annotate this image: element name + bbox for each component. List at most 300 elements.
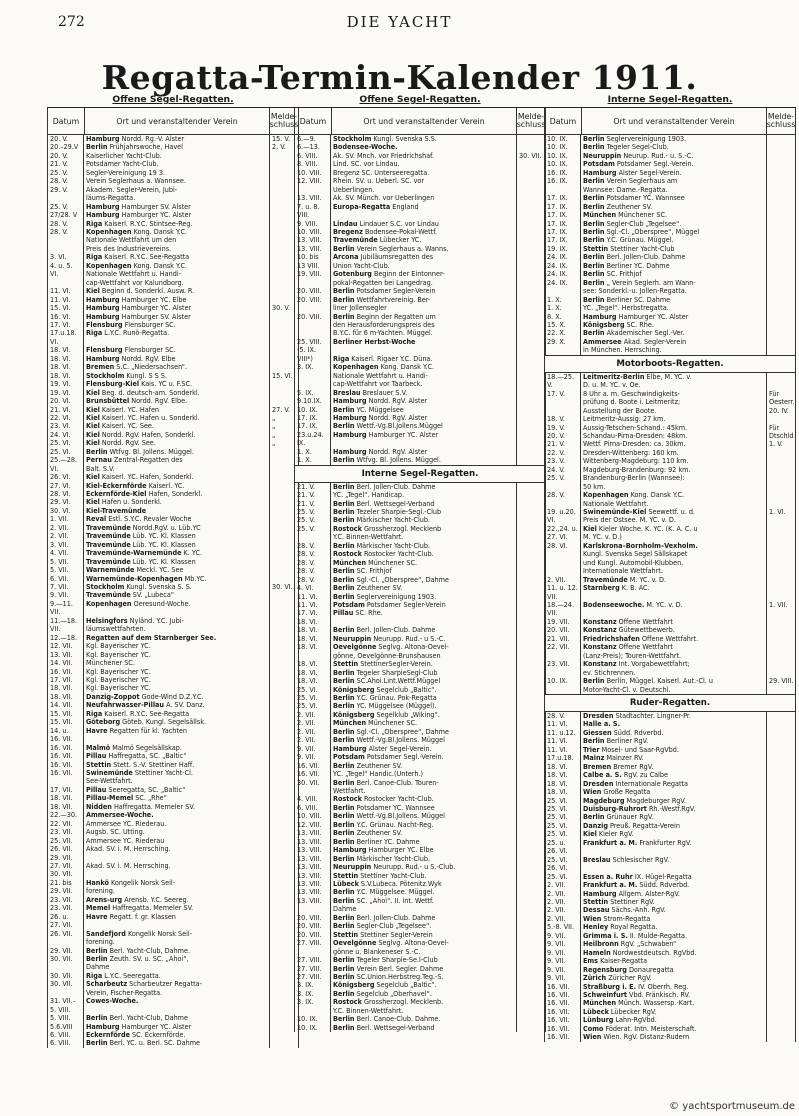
table-row xyxy=(48,735,298,743)
cell-deadline: 20. IV. xyxy=(769,406,789,415)
table-row xyxy=(545,771,795,779)
cell-club: Beginn d. Sonderkl. Ausw. R. xyxy=(99,287,195,296)
cell-org xyxy=(581,491,767,499)
cell-date: 28. V. xyxy=(545,491,581,499)
table-row xyxy=(545,262,795,270)
cell-org xyxy=(581,805,767,813)
table-row xyxy=(48,203,298,211)
cell-org xyxy=(581,338,767,346)
table-row xyxy=(48,313,298,321)
table-row xyxy=(295,567,545,575)
cell-org xyxy=(331,160,517,168)
cell-date: 27. VII. xyxy=(48,862,84,870)
table-row xyxy=(48,363,298,371)
cell-org xyxy=(581,881,767,889)
cell-club: Berliner SC. Dahme xyxy=(604,295,671,304)
cell-date: 21. V. xyxy=(295,491,331,499)
cell-date: 23. V. xyxy=(545,457,581,465)
table-row xyxy=(48,549,298,557)
cell-club: SC.Union.Herbstreg.Teg.-S. xyxy=(354,972,444,981)
cell-place: Travemünde xyxy=(86,557,131,566)
cell-date: 21. VII. xyxy=(545,635,581,643)
cell-org xyxy=(581,974,767,982)
table-row xyxy=(48,389,298,397)
cell-org xyxy=(84,887,270,895)
cell-date: 18. VI. xyxy=(48,355,84,363)
cell-club: IV. Oberrh. Reg. xyxy=(636,982,689,991)
cell-date: 13. VIII. xyxy=(295,236,331,244)
cell-place: Berlin xyxy=(333,888,355,897)
cell-org xyxy=(331,922,517,930)
table-row xyxy=(545,923,795,931)
cell-deadline xyxy=(767,491,795,499)
cell-date: 17.u.18. xyxy=(545,754,581,762)
cell-club: Frankfurter RgV. xyxy=(637,838,692,847)
table-row xyxy=(545,881,795,889)
cell-org xyxy=(84,701,270,709)
column-2 xyxy=(294,93,546,1032)
cell-club: Kongelik Norsk Seil- xyxy=(125,929,193,938)
cell-place: Hamburg xyxy=(333,846,367,855)
cell-date: 26. VI. xyxy=(48,473,84,481)
cell-date: 28. VI. xyxy=(545,542,581,550)
table-row xyxy=(295,321,545,329)
cell-org xyxy=(331,313,517,321)
cell-org xyxy=(581,677,767,685)
cell-org xyxy=(84,566,270,574)
table-row xyxy=(295,711,545,719)
cell-place: Berlin xyxy=(333,482,355,491)
cell-place: Bodenseewoche. xyxy=(583,601,645,610)
header-org: Ort und veranstaltender Verein xyxy=(582,108,767,134)
cell-org xyxy=(331,262,517,270)
cell-deadline xyxy=(517,762,545,770)
cell-org xyxy=(581,449,767,457)
regatta-table xyxy=(47,107,299,1048)
cell-org xyxy=(84,651,270,659)
cell-club: Mosel- und Saar-RgVbd. xyxy=(599,745,679,754)
cell-place: Berlin xyxy=(333,1015,355,1024)
table-row xyxy=(295,576,545,584)
cell-club: Kaiserl. R.Y.C. See-Regatta xyxy=(102,253,190,262)
cell-club: Alster Segel-Verein. xyxy=(366,744,432,753)
cell-deadline xyxy=(517,677,545,685)
cell-club: SC. Frithjof xyxy=(354,567,392,576)
table-row xyxy=(545,508,795,516)
table-row xyxy=(48,896,298,904)
cell-place: Berlin xyxy=(333,508,355,517)
cell-date xyxy=(545,652,581,660)
table-row xyxy=(48,963,298,971)
cell-date: 9. VII. xyxy=(545,974,581,982)
cell-deadline xyxy=(767,686,795,694)
cell-org xyxy=(331,686,517,694)
table-row xyxy=(545,287,795,295)
cell-deadline xyxy=(767,966,795,974)
cell-date: 22. VII. xyxy=(545,643,581,651)
cell-deadline xyxy=(517,177,545,185)
table-row xyxy=(48,1023,298,1031)
cell-org xyxy=(331,228,517,236)
cell-deadline: 29. VIII. xyxy=(769,677,794,686)
cell-club: Kgl. Bayerischer YC. xyxy=(86,650,151,659)
cell-club: Hamburger SV. Alster xyxy=(119,312,191,321)
cell-place: Pillau xyxy=(86,785,107,794)
cell-date: 20. VIII. xyxy=(295,922,331,930)
table-row xyxy=(295,296,545,304)
cell-org xyxy=(84,693,270,701)
cell-deadline xyxy=(517,702,545,710)
cell-date: 17. VII. xyxy=(48,676,84,684)
cell-date: 13. VIII. xyxy=(295,829,331,837)
cell-org xyxy=(331,931,517,939)
cell-deadline xyxy=(517,135,545,143)
cell-deadline xyxy=(767,253,795,261)
cell-deadline xyxy=(517,422,545,430)
cell-deadline xyxy=(517,245,545,253)
cell-org xyxy=(84,287,270,295)
cell-deadline xyxy=(767,746,795,754)
cell-place: Berlin xyxy=(333,820,355,829)
cell-place: Wien xyxy=(583,1033,602,1042)
cell-club: Grossherzogl. Mecklenb. xyxy=(361,998,444,1007)
cell-club: Kaiserl. YC. Hafen xyxy=(99,405,160,414)
cell-club: Berliner RgV. xyxy=(604,737,649,746)
cell-org xyxy=(331,355,517,363)
cell-club: Märkischer Yacht-Club. xyxy=(354,854,431,863)
cell-date xyxy=(48,938,84,946)
cell-org xyxy=(84,811,270,819)
cell-date: 8. VIII. xyxy=(295,160,331,168)
cell-date: 20. VIII. xyxy=(295,914,331,922)
cell-deadline xyxy=(767,712,795,720)
cell-place: Riga xyxy=(86,329,103,338)
cell-club: Offene Wettfahrt xyxy=(616,643,673,652)
cell-place: Rostock xyxy=(333,998,362,1007)
cell-club: Berl. Canoe-Club. Dahme. xyxy=(354,1015,441,1024)
cell-place: Hamburg xyxy=(86,211,120,220)
cell-club: Nationale Wettfahrt. xyxy=(583,499,649,508)
table-row xyxy=(545,169,795,177)
cell-org xyxy=(331,956,517,964)
cell-club: Hamburger YC. Alster xyxy=(119,304,192,313)
cell-date xyxy=(545,669,581,677)
cell-date: 10. IX. xyxy=(295,1024,331,1032)
table-row xyxy=(48,583,298,591)
table-row xyxy=(545,1008,795,1016)
cell-date: 27. VII. xyxy=(48,921,84,929)
cell-club: England xyxy=(390,202,419,211)
cell-org xyxy=(331,618,517,626)
cell-club: Seeregatta, SC. „Baltic“ xyxy=(106,785,186,794)
cell-club: Seglervereinigung 1903. xyxy=(354,592,437,601)
table-row xyxy=(545,483,795,491)
cell-date: 20.–29.V xyxy=(48,143,84,151)
cell-place: Bregenz xyxy=(333,227,363,236)
cell-org xyxy=(84,228,270,236)
cell-deadline xyxy=(767,576,795,584)
table-row xyxy=(48,194,298,202)
cell-deadline xyxy=(767,643,795,651)
cell-place: München xyxy=(333,558,367,567)
cell-org xyxy=(581,304,767,312)
cell-org xyxy=(581,253,767,261)
table-row xyxy=(295,372,545,380)
cell-date: 16. VII. xyxy=(48,668,84,676)
cell-place: Berlin xyxy=(333,989,355,998)
regatta-table xyxy=(544,107,796,1042)
cell-club: SC. Frithjof xyxy=(604,270,642,279)
cell-date: 29. X. xyxy=(545,338,581,346)
cell-club: Seglervereinigung 1903. xyxy=(604,135,687,143)
cell-org xyxy=(84,313,270,321)
cell-deadline xyxy=(767,313,795,321)
cell-date: 17. VI. xyxy=(295,609,331,617)
cell-date: 19. VI. xyxy=(48,380,84,388)
table-row xyxy=(295,542,545,550)
table-row xyxy=(295,135,545,143)
cell-date: 11. VI. xyxy=(545,737,581,745)
cell-club: Dresden-Wittenberg: 160 km. xyxy=(583,448,679,457)
cell-place: Danzig-Zoppot xyxy=(86,692,140,701)
table-row xyxy=(48,828,298,836)
table-row xyxy=(48,228,298,236)
cell-deadline xyxy=(517,652,545,660)
cell-date: 18. VII. xyxy=(48,684,84,692)
cell-place: Flensburg xyxy=(86,346,123,355)
cell-place: Travemünde xyxy=(86,591,131,600)
cell-date: 24. V. xyxy=(545,466,581,474)
table-row xyxy=(295,728,545,736)
cell-org xyxy=(331,1024,517,1032)
table-row xyxy=(295,236,545,244)
table-row xyxy=(48,600,298,608)
cell-date: 19. VII. xyxy=(545,618,581,626)
cell-org xyxy=(581,729,767,737)
cell-club: Segler-Vereinigung 19 3. xyxy=(86,168,166,177)
cell-deadline xyxy=(767,626,795,634)
cell-date: 10. VIII. xyxy=(295,812,331,820)
table-row xyxy=(48,955,298,963)
cell-deadline xyxy=(767,652,795,660)
cell-org xyxy=(331,905,517,913)
table-row xyxy=(545,143,795,151)
cell-date: 5. IX. xyxy=(295,389,331,397)
cell-deadline: 15. V. xyxy=(272,135,290,143)
table-row xyxy=(545,737,795,745)
cell-club: Tegeler Sharpie-Se.l-Club xyxy=(354,956,438,965)
cell-date: 19. VIII. xyxy=(295,270,331,278)
cell-date: 22. VI. xyxy=(48,414,84,422)
cell-club: Zentral-Regatten des xyxy=(111,456,183,465)
table-row xyxy=(295,186,545,194)
cell-deadline xyxy=(517,414,545,422)
cell-deadline xyxy=(517,846,545,854)
cell-deadline xyxy=(767,186,795,194)
cell-date xyxy=(545,186,581,194)
cell-place: Kopenhagen xyxy=(86,599,132,608)
cell-date: 27. VIII. xyxy=(295,973,331,981)
cell-deadline xyxy=(517,998,545,1006)
table-row xyxy=(545,321,795,329)
table-row xyxy=(48,634,298,642)
cell-date: 26. VII. xyxy=(48,845,84,853)
cell-deadline xyxy=(517,584,545,592)
cell-date: 20. VI. xyxy=(48,397,84,405)
cell-date: 16. VII. xyxy=(545,1033,581,1041)
table-row xyxy=(545,729,795,737)
cell-org xyxy=(331,448,517,456)
cell-place: Mainz xyxy=(583,754,605,763)
cell-place: Essen a. Ruhr xyxy=(583,872,633,881)
cell-org xyxy=(331,948,517,956)
cell-deadline xyxy=(767,635,795,643)
cell-club: Verein, Fischer-Regatta. xyxy=(86,988,163,997)
cell-date: 16. IX. xyxy=(545,169,581,177)
cell-org xyxy=(331,753,517,761)
cell-club: Lüb. YC. Kl. Klassen xyxy=(130,557,196,566)
cell-place: Berlin xyxy=(86,447,108,456)
cell-org xyxy=(331,652,517,660)
cell-place: Europa-Regatta xyxy=(333,202,391,211)
cell-place: Berlin xyxy=(583,194,605,203)
cell-date: 13. VIII. xyxy=(295,838,331,846)
table-row xyxy=(48,972,298,980)
cell-place: Hamburg xyxy=(333,447,367,456)
cell-org xyxy=(331,296,517,304)
table-row xyxy=(48,761,298,769)
cell-date: 11. u. 12. xyxy=(545,584,581,592)
cell-org xyxy=(331,236,517,244)
cell-place: Stockholm xyxy=(86,583,125,592)
cell-date: 21. V. xyxy=(295,500,331,508)
cell-org xyxy=(84,414,270,422)
table-row xyxy=(545,601,795,609)
cell-club: RgV. „Schwaben“ xyxy=(618,940,677,949)
cell-date: 14. VII. xyxy=(48,659,84,667)
cell-place: Hamburg xyxy=(333,744,367,753)
cell-club: Berl. Canoe-Club. Touren- xyxy=(354,778,439,787)
cell-place: Ems xyxy=(583,957,599,966)
cell-org xyxy=(581,686,767,694)
table-row xyxy=(545,466,795,474)
cell-club: Mb.YC. xyxy=(182,574,207,583)
table-row xyxy=(545,643,795,651)
cell-org xyxy=(331,770,517,778)
cell-club: Kaiserl. R.Y.C. Stintsee-Reg. xyxy=(102,219,193,228)
table-row xyxy=(48,397,298,405)
cell-club: Gütewettbewerb. xyxy=(616,626,675,635)
cell-deadline xyxy=(767,737,795,745)
cell-org xyxy=(331,779,517,787)
cell-deadline xyxy=(517,439,545,447)
table-row xyxy=(295,245,545,253)
cell-date: 28. V. xyxy=(48,177,84,185)
cell-date: 16. VII. xyxy=(545,1025,581,1033)
cell-club: Rostocker Yacht-Club. xyxy=(361,795,434,804)
cell-club: Hamburger YC. Elbe xyxy=(366,846,434,855)
cell-date: 18. VI. xyxy=(545,788,581,796)
cell-org xyxy=(84,515,270,523)
cell-place: Berlin xyxy=(583,677,605,686)
cell-place: Berlin xyxy=(333,456,355,465)
cell-deadline xyxy=(517,1024,545,1032)
cell-date: 30. VI. xyxy=(48,507,84,515)
cell-club: Magdeburger RgV. xyxy=(624,796,686,805)
cell-org xyxy=(331,939,517,947)
cell-org xyxy=(331,389,517,397)
cell-date: 11. VI. xyxy=(545,746,581,754)
cell-deadline xyxy=(767,338,795,346)
cell-org xyxy=(84,1014,270,1022)
table-row xyxy=(295,922,545,930)
table-row xyxy=(295,863,545,871)
header-date: Datum xyxy=(48,108,85,134)
cell-club: Wettfahrt. xyxy=(333,786,366,795)
cell-club: SC. Rhe. xyxy=(353,609,383,618)
cell-org xyxy=(84,634,270,642)
cell-deadline xyxy=(767,533,795,541)
cell-date: 22. VII. xyxy=(48,820,84,828)
table-row xyxy=(295,660,545,668)
table-row xyxy=(295,253,545,261)
cell-club: den Herausforderungspreis des xyxy=(333,320,435,329)
cell-place: Potsdam xyxy=(333,753,365,762)
cell-club: Ammersee YC. Riederau. xyxy=(86,819,167,828)
table-row xyxy=(545,890,795,898)
cell-org xyxy=(84,507,270,515)
cell-club: Alster Segel-Verein. xyxy=(616,168,682,177)
cell-club: Preuß. Regatta-Verein xyxy=(607,821,680,830)
regatta-table xyxy=(294,107,546,1032)
cell-place: Hamburg xyxy=(583,312,617,321)
cell-date xyxy=(545,567,581,575)
cell-club: Neurupp. Rud.- u S.-C. xyxy=(371,634,446,643)
cell-place: Flensburg-Kiel xyxy=(86,380,140,389)
table-row xyxy=(545,346,795,354)
cell-deadline: 1. VI. xyxy=(769,508,786,517)
table-row xyxy=(545,559,795,567)
table-row xyxy=(545,135,795,143)
cell-club: Hafen, Sonderkl. xyxy=(146,490,203,499)
cell-place: Heilbronn xyxy=(583,940,619,949)
cell-deadline xyxy=(517,321,545,329)
cell-place: München xyxy=(583,211,617,220)
cell-club: Berl. Wettsegel-Verband xyxy=(354,1023,435,1032)
cell-date: VII. xyxy=(48,608,84,616)
cell-org xyxy=(331,414,517,422)
table-row xyxy=(545,974,795,982)
table-row xyxy=(48,693,298,701)
cell-place: Hamburg xyxy=(86,354,120,363)
cell-org xyxy=(581,220,767,228)
cell-date: 3. IX. xyxy=(295,981,331,989)
cell-deadline xyxy=(517,905,545,913)
table-row xyxy=(295,779,545,787)
cell-date: 20. VIII. xyxy=(295,287,331,295)
cell-org xyxy=(331,186,517,194)
cell-date: 3. VII. xyxy=(48,541,84,549)
table-row xyxy=(48,287,298,295)
cell-date: 18. VI. xyxy=(295,643,331,651)
cell-club: Lüb. YC. Kl. Klassen xyxy=(130,540,196,549)
cell-date xyxy=(295,652,331,660)
cell-club: Rostocker Yacht-Club. xyxy=(361,550,434,559)
cell-place: Berlin xyxy=(333,677,355,686)
cell-deadline xyxy=(767,483,795,491)
cell-place: Kiel xyxy=(86,439,100,448)
cell-date: 13. VII. xyxy=(48,651,84,659)
